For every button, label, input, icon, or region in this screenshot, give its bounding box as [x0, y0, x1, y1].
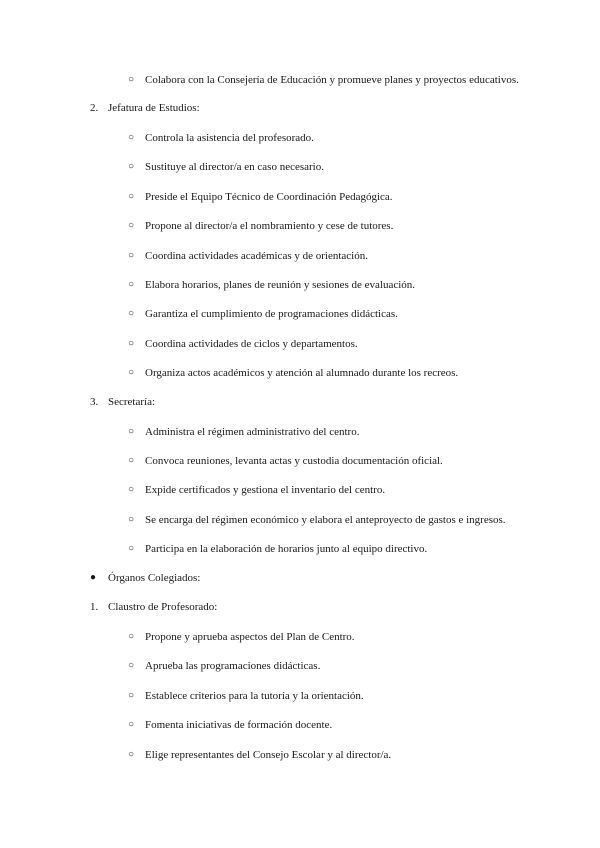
list-item-text: Preside el Equipo Técnico de Coordinación Pedagógica. — [145, 191, 393, 203]
section-number: 1. — [90, 601, 99, 613]
list-item-text: Coordina actividades académicas y de orientación. — [145, 250, 368, 262]
hollow-bullet-icon: ○ — [128, 308, 135, 319]
section-title: Jefatura de Estudios: — [108, 102, 200, 114]
hollow-bullet-icon: ○ — [128, 132, 135, 143]
list-item-text: Convoca reuniones, levanta actas y custodia documentación oficial. — [145, 455, 443, 467]
hollow-bullet-icon: ○ — [128, 338, 135, 349]
hollow-bullet-icon: ○ — [128, 74, 135, 85]
list-item-text: Administra el régimen administrativo del centro. — [145, 426, 360, 438]
list-item-text: Coordina actividades de ciclos y departamentos. — [145, 338, 358, 350]
section-number: 3. — [90, 396, 99, 408]
hollow-bullet-icon: ○ — [128, 719, 135, 730]
hollow-bullet-icon: ○ — [128, 220, 135, 231]
hollow-bullet-icon: ○ — [128, 250, 135, 261]
list-item-text: Se encarga del régimen económico y elabora el anteproyecto de gastos e ingresos. — [145, 514, 506, 526]
hollow-bullet-icon: ○ — [128, 660, 135, 671]
list-item-text: Propone y aprueba aspectos del Plan de Centro. — [145, 631, 355, 643]
hollow-bullet-icon: ○ — [128, 484, 135, 495]
hollow-bullet-icon: ○ — [128, 455, 135, 466]
list-item-text: Colabora con la Consejería de Educación y promueve planes y proyectos educativos. — [145, 74, 519, 86]
list-item-text: Controla la asistencia del profesorado. — [145, 132, 314, 144]
section-title: Órganos Colegiados: — [108, 572, 201, 584]
hollow-bullet-icon: ○ — [128, 543, 135, 554]
hollow-bullet-icon: ○ — [128, 631, 135, 642]
list-item-text: Organiza actos académicos y atención al alumnado durante los recreos. — [145, 367, 459, 379]
hollow-bullet-icon: ○ — [128, 426, 135, 437]
hollow-bullet-icon: ○ — [128, 161, 135, 172]
hollow-bullet-icon: ○ — [128, 279, 135, 290]
section-title: Secretaría: — [108, 396, 156, 408]
list-item-text: Establece criterios para la tutoría y la orientación. — [145, 690, 364, 702]
list-item-text: Propone al director/a el nombramiento y cese de tutores. — [145, 220, 394, 232]
list-item-text: Garantiza el cumplimiento de programaciones didácticas. — [145, 308, 398, 320]
list-item-text: Aprueba las programaciones didácticas. — [145, 660, 321, 672]
section-title: Claustro de Profesorado: — [108, 601, 218, 613]
hollow-bullet-icon: ○ — [128, 367, 135, 378]
list-item-text: Sustituye al director/a en caso necesario. — [145, 161, 324, 173]
hollow-bullet-icon: ○ — [128, 749, 135, 760]
list-item-text: Participa en la elaboración de horarios junto al equipo directivo. — [145, 543, 428, 555]
list-item-text: Elige representantes del Consejo Escolar y al director/a. — [145, 749, 392, 761]
list-item-text: Expide certificados y gestiona el inventario del centro. — [145, 484, 386, 496]
hollow-bullet-icon: ○ — [128, 514, 135, 525]
solid-bullet-icon: ● — [90, 572, 97, 583]
list-item-text: Fomenta iniciativas de formación docente. — [145, 719, 333, 731]
hollow-bullet-icon: ○ — [128, 690, 135, 701]
section-number: 2. — [90, 102, 99, 114]
list-item-text: Elabora horarios, planes de reunión y sesiones de evaluación. — [145, 279, 416, 291]
hollow-bullet-icon: ○ — [128, 191, 135, 202]
